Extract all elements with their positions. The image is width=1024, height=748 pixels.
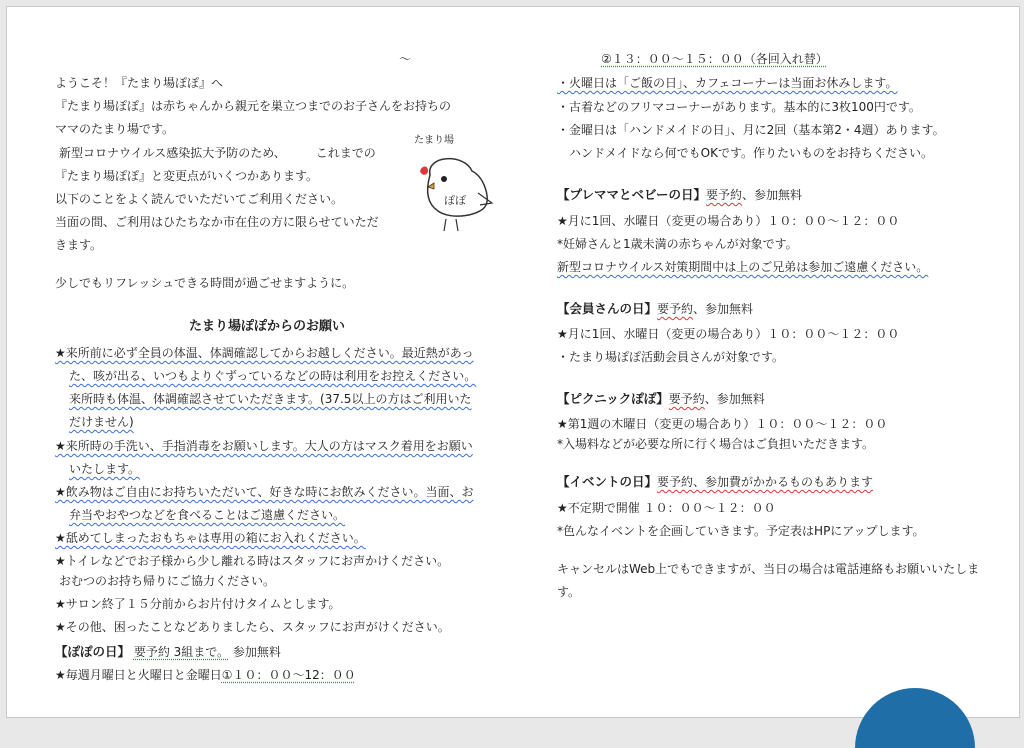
event-title: 【イベントの日】: [557, 474, 658, 489]
premama-line: ★月に1回、水曜日（変更の場合あり）１０：００～１２：００: [557, 214, 900, 228]
picnic-fee: 、参加無料: [704, 392, 765, 406]
request-line: いたします。: [69, 462, 141, 476]
cancel-line: す。: [557, 585, 581, 599]
picnic-line: *入場料などが必要な所に行く場合はご負担いただきます。: [557, 437, 875, 451]
request-line: ★トイレなどでお子様から少し離れる時はスタッフにお声かけください。: [55, 554, 450, 568]
event-heading: [557, 474, 873, 490]
intro-line: 『たまり場ぽぽ』と変更点がいくつかあります。: [55, 169, 319, 183]
premama-line: 新型コロナウイルス対策期間中は上のご兄弟は参加ご遠慮ください。: [557, 260, 929, 274]
note-line: ハンドメイドなら何でもOKです。作りたいものをお持ちください。: [569, 146, 933, 160]
mascot-name: ぽぽ: [444, 194, 466, 207]
premama-fee: 、参加無料: [742, 188, 803, 202]
popo-day-title: 【ぽぽの日】: [55, 644, 131, 659]
premama-title: 【プレママとベビーの日】: [557, 187, 707, 202]
note-line: ・火曜日は「ご飯の日」、カフェコーナーは当面お休みします。: [557, 76, 898, 90]
picnic-heading: [557, 391, 765, 407]
request-line: 来所時も体温、体調確認させていただきます。(37.5以上の方はご利用いた: [69, 392, 472, 406]
popo-day-note: 要予約 3組まで。: [133, 645, 230, 659]
member-fee: 、参加無料: [693, 302, 754, 316]
member-title: 【会員さんの日】: [557, 301, 658, 316]
request-line: 弁当やおやつなどを食べることはご遠慮ください。: [69, 508, 346, 522]
picnic-title: 【ピクニックぽぽ】: [557, 391, 669, 406]
member-line: ・たまり場ぽぽ活動会員さんが対象です。: [557, 350, 785, 364]
schedule-time: ①１０：００～12：００: [221, 668, 356, 682]
request-line: ★飲み物はご自由にお持ちいただいて、好きな時にお飲みください。当面、お: [55, 485, 474, 499]
intro-line: 少しでもリフレッシュできる時間が過ごせますように。: [55, 276, 355, 290]
premama-reserve: 要予約: [706, 188, 743, 202]
schedule-prefix: ★毎週月曜日と火曜日と金曜日: [55, 668, 222, 682]
popo-day-heading: [55, 644, 281, 660]
premama-heading: [557, 187, 802, 203]
time-slot-2: ②１３：００～１５：００（各回入れ替）: [601, 52, 828, 66]
document-page: [6, 6, 1020, 718]
intro-line: 新型コロナウイルス感染拡大予防のため、 これまでの: [59, 146, 376, 160]
tilde-mark: ～: [399, 52, 412, 66]
chick-mascot-icon: [412, 135, 502, 235]
note-line: ・古着などのフリマコーナーがあります。基本的に3枚100円です。: [557, 100, 921, 114]
event-line: ★不定期で開催 １０：００～１２：００: [557, 501, 776, 515]
member-heading: [557, 301, 753, 317]
request-line: おむつのお持ち帰りにご協力ください。: [59, 574, 276, 588]
mascot-label: たまり場: [414, 135, 454, 146]
request-line: ★来所時の手洗い、手指消毒をお願いします。大人の方はマスク着用をお願い: [55, 439, 473, 453]
intro-line: 当面の間、ご利用はひたちなか市在住の方に限らせていただ: [55, 215, 379, 229]
request-line: ★サロン終了１５分前からお片付けタイムとします。: [55, 597, 341, 611]
request-line: ★舐めてしまったおもちゃは専用の箱にお入れください。: [55, 531, 366, 545]
request-line: だけません): [69, 415, 134, 429]
intro-line: 『たまり場ぽぽ』は赤ちゃんから親元を巣立つまでのお子さんをお持ちの: [55, 99, 452, 113]
premama-line: *妊婦さんと1歳未満の赤ちゃんが対象です。: [557, 237, 798, 251]
popo-day-fee: 参加無料: [232, 645, 281, 659]
member-line: ★月に1回、水曜日（変更の場合あり）１０：００～１２：００: [557, 327, 900, 341]
note-line: ・金曜日は「ハンドメイドの日」、月に2回（基本第2・4週）あります。: [557, 123, 945, 137]
member-reserve: 要予約: [657, 302, 694, 316]
request-line: ★来所前に必ず全員の体温、体調確認してからお越しください。最近熱があっ: [55, 346, 474, 360]
intro-line: ようこそ！『たまり場ぽぽ』へ: [55, 76, 224, 90]
request-line: ★その他、困ったことなどありましたら、スタッフにお声がけください。: [55, 620, 450, 634]
event-note: 要予約、参加費がかかるものもあります: [657, 475, 874, 489]
picnic-line: ★第1週の木曜日（変更の場合あり）１０：００～１２：００: [557, 417, 888, 431]
picnic-reserve: 要予約: [668, 392, 705, 406]
request-line: た、咳が出る、いつもよりぐずっているなどの時は利用をお控えください。: [69, 369, 477, 383]
event-line: *色んなイベントを企画していきます。予定表はHPにアップします。: [557, 524, 925, 538]
intro-line: 以下のことをよく読んでいただいてご利用ください。: [55, 192, 344, 206]
request-title: たまり場ぽぽからのお願い: [189, 319, 346, 334]
intro-line: ママのたまり場です。: [55, 122, 175, 136]
intro-line: きます。: [55, 238, 103, 252]
popo-day-schedule: [55, 667, 356, 683]
cancel-line: キャンセルはWeb上でもできますが、当日の場合は電話連絡もお願いいたしま: [557, 562, 980, 576]
